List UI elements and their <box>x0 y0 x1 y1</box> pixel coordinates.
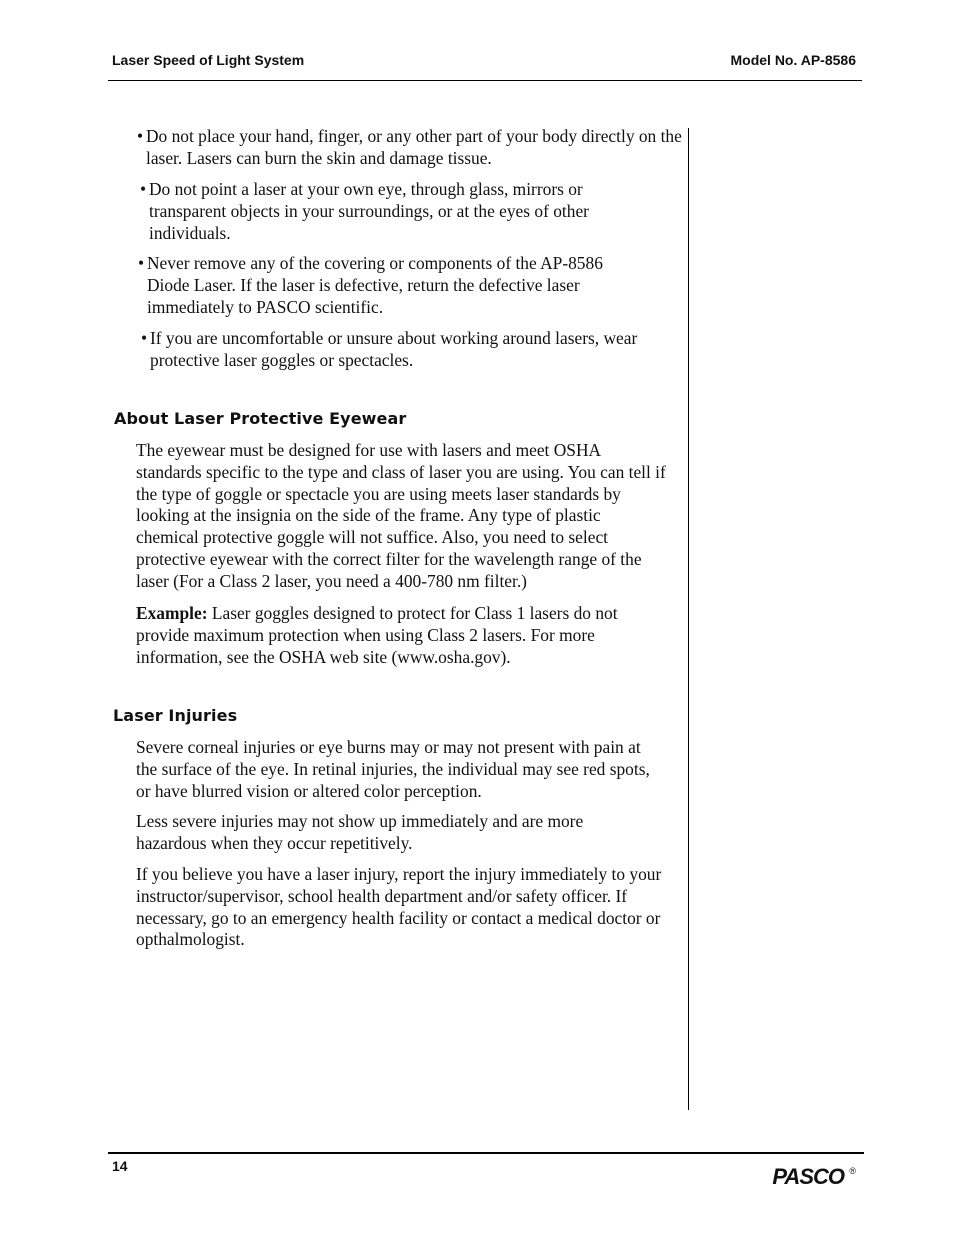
bullet-text: Do not point a laser at your own eye, through glass, mirrors or transparent objects in your surroundings, or at the eyes of other individuals. <box>149 179 589 243</box>
page-number: 14 <box>112 1158 128 1174</box>
paragraph-eyewear: The eyewear must be designed for use with lasers and meet OSHA standards specific to the type and class of laser you are using. You can tell if the type of goggle or spectacle you are using meets laser standards by looking at the insignia on the side of the frame. Any type of plastic chemical protective goggle will not suffice. Also, you need to select protective eyewear with the correct filter for the wavelength range of the laser (For a Class 2 laser, you need a 400-780 nm filter.) <box>136 440 666 591</box>
example-text: Laser goggles designed to protect for Class 1 lasers do not provide maximum protection when using Class 2 lasers. For more information, see the OSHA web site (www.osha.gov). <box>136 603 618 667</box>
bullet-item <box>140 179 629 244</box>
pasco-logo: PASCO <box>772 1164 844 1189</box>
bullet-text: Never remove any of the covering or components of the AP-8586 Diode Laser. If the laser is defective, return the defective laser immediately to PASCO scientific. <box>147 253 603 317</box>
paragraph-injuries-2: Less severe injuries may not show up immediately and are more hazardous when they occur repetitively. <box>136 811 584 853</box>
section-heading-eyewear: About Laser Protective Eyewear <box>114 409 407 428</box>
paragraph-example <box>136 603 666 668</box>
bullet-item <box>137 126 691 170</box>
bullet-text: Do not place your hand, finger, or any other part of your body directly on the laser. Lasers can burn the skin and damage tissue. <box>146 126 682 168</box>
bullet-icon: • <box>137 126 144 146</box>
bullet-icon: • <box>138 253 145 273</box>
paragraph-injuries-3: If you believe you have a laser injury, report the injury immediately to your instructor/supervisor, school health department and/or safety officer. If necessary, go to an emergency health facility or contact a medical doctor or opthalmologist. <box>136 864 662 950</box>
section-heading-injuries: Laser Injuries <box>113 706 238 725</box>
bullet-icon: • <box>141 328 148 348</box>
page-footer <box>108 1152 864 1194</box>
document-title: Laser Speed of Light System <box>112 52 305 68</box>
model-number: Model No. AP-8586 <box>730 52 856 68</box>
bullet-item <box>141 328 650 372</box>
example-label: Example: <box>136 603 208 623</box>
bullet-item <box>138 253 647 318</box>
bullet-text: If you are uncomfortable or unsure about working around lasers, wear protective laser goggles or spectacles. <box>150 328 638 370</box>
bullet-icon: • <box>140 179 147 199</box>
paragraph-injuries-1: Severe corneal injuries or eye burns may or may not present with pain at the surface of the eye. In retinal injuries, the individual may see red spots, or have blurred vision or altered color perception. <box>136 737 650 801</box>
registered-mark: ® <box>849 1166 856 1176</box>
